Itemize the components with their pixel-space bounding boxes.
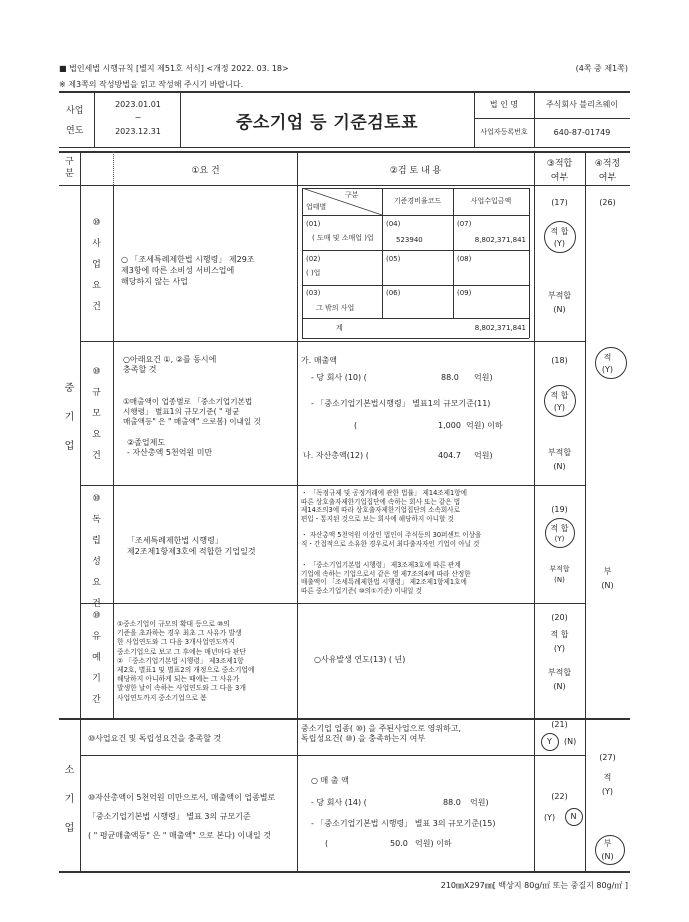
- form-regulation: ■ 법인세법 시행규칙 [별지 제51호 서식] <개정 2022. 03. 18>: [59, 64, 289, 73]
- reg-no: 640-87-01749: [553, 128, 611, 137]
- col-suit4-b: 여부: [598, 173, 617, 183]
- r103-c3-y: (Y): [554, 535, 565, 543]
- r101-label: ⑩사업요건: [92, 218, 101, 312]
- r103-review-1: ・ 「독점규제 및 공정거래에 관한 법률」 제14조제1항에 따른 상호출자제한기업집단에 속하는 회사 또는 같은 법 제14조의3에 따라 상호출자제한기업집단의 소속회사로 편입・통지된 것으로 보는 회사에 해당하지 아니할 것: [301, 489, 467, 524]
- r103-c3-no: (19): [551, 505, 568, 514]
- r103-review-3: ・ 「중소기업기본법 시행령」 제3조제3호에 따른 관계 기업에 속하는 기업으로서 같은 영 제7조의4에 따라 산정한 매출액이 「조세특례제한법 시행령」 제2조제1항제1호에 따른 중소기업기준( ⑩의①기준) 이내일 것: [301, 561, 471, 596]
- r105-c3-no: (21): [551, 720, 568, 729]
- r102-c3-n: (N): [553, 462, 566, 471]
- r102-review-b-unit: 억원): [474, 451, 493, 460]
- col-suit3-b: 여부: [550, 173, 569, 183]
- r101-c3-y: (Y): [553, 239, 566, 248]
- r102-review-b-val: 404.7: [438, 451, 461, 460]
- r104-c3-no: (20): [551, 613, 568, 622]
- r101-total-label: 계: [336, 324, 343, 332]
- r104-label: ⑩유예기간: [92, 611, 101, 705]
- r105-c4-no: (27): [599, 753, 616, 762]
- r106-c4-n: (N): [601, 852, 614, 861]
- r101-row2-code-no: (05): [386, 255, 401, 263]
- r101-row2-no: (02): [306, 255, 321, 263]
- col-suit3-a: ③적합: [546, 159, 573, 169]
- r101-col-code: 기준경비율코드: [393, 197, 442, 205]
- r103-label: ⑩독립성요건: [92, 494, 101, 609]
- r101-c3-n: (N): [553, 305, 566, 314]
- col-requirement: ①요 건: [191, 166, 220, 176]
- r102-review-b: 나. 자산총액(12) (: [303, 451, 369, 460]
- r101-row1-no: (01): [306, 220, 321, 228]
- r106-c3-no: (22): [551, 792, 568, 801]
- r102-c3-no: (18): [551, 356, 568, 365]
- r102-req-3: ②졸업제도 - 자산총액 5천억원 미만: [127, 438, 213, 457]
- start-date: 2023.01.01: [115, 100, 161, 109]
- r101-row3-name: 그 밖의 사업: [316, 304, 355, 312]
- r102-c3-fit: 적 합: [550, 391, 569, 400]
- r101-row1-rev-no: (07): [457, 220, 472, 228]
- r106-review-2-val: 88.0: [443, 798, 461, 807]
- r106-review-4-unit: 억원) 이하: [415, 839, 452, 848]
- r106-review-1: ○ 매 출 액: [311, 776, 349, 785]
- r104-requirement: ①중소기업이 규모의 확대 등으로 ⑩의 기준을 초과하는 경우 최초 그 사유가 발생 한 사업연도와 그 다음 3개사업연도까지 중소기업으로 보고 그 후에는 매년마다 판단 ② 「중소기업기본법 시행령」 제3조제1항 제2호, 별표1 및 별표2의 개정으로 중소기업에 해당하지 아니하게 되는 때에는 그 사유가 발생한 날이 속하는 사업연도와 그 다음 3개 사업연도까지 중소기업으로 봄: [117, 620, 255, 702]
- r105-requirement: ⑩사업요건 및 독립성요건을 충족할 것: [88, 734, 222, 743]
- r103-c4-n: (N): [601, 581, 614, 590]
- r101-row3-rev-no: (09): [457, 289, 472, 297]
- r101-total: 8,802,371,841: [474, 324, 526, 332]
- r106-requirement-2: 「중소기업기본법 시행령」 별표 3의 규모기준: [88, 812, 251, 821]
- section-small: 소기업: [64, 765, 75, 834]
- r101-row2-rev-no: (08): [457, 255, 472, 263]
- r103-c4-unfit: 부: [603, 567, 612, 576]
- r101-row3-code-no: (06): [386, 289, 401, 297]
- r106-requirement-1: ⑩자산총액이 5천억원 미만으로서, 매출액이 업종별로: [88, 793, 276, 802]
- col-suit4-a: ④적정: [594, 159, 621, 169]
- r101-row1-code: 523940: [396, 236, 423, 244]
- paper-spec: 210㎜X297㎜[ 백상지 80g/㎡ 또는 중질지 80g/㎡ ]: [440, 881, 628, 890]
- r101-row3-no: (03): [306, 289, 321, 297]
- r103-requirement: 「조세특례제한법 시행령」 제2조제1항제3호에 적합한 기업일것: [127, 536, 256, 556]
- r106-review-4-val: 50.0: [390, 839, 408, 848]
- r104-c3-fit: 적 합: [550, 630, 569, 639]
- r101-c4-no: (26): [599, 198, 616, 207]
- r102-review-a2-open: (: [354, 421, 358, 430]
- r101-row1-rev: 8,802,371,841: [474, 236, 526, 244]
- r102-review-a1: - 당 회사 (10) (: [311, 373, 367, 382]
- r106-c3-y: (Y): [544, 813, 556, 822]
- r106-review-2: - 당 회사 (14) (: [311, 798, 367, 807]
- r102-review-a2-val: 1,000: [438, 421, 461, 430]
- r101-c3-no: (17): [551, 198, 568, 207]
- r102-review-a: 가. 매출액: [301, 356, 337, 365]
- date-tilde: ~: [134, 113, 142, 122]
- r106-c4-unfit: 부: [603, 839, 612, 848]
- page-title: 중소기업 등 기준검토표: [235, 113, 419, 133]
- r101-table-head2: 업태별: [306, 203, 327, 211]
- page-info: (4쪽 중 제1쪽): [575, 64, 628, 73]
- col-review: ②검 토 내 용: [389, 166, 442, 176]
- r106-review-2-unit: 억원): [470, 798, 489, 807]
- r102-c4-y: (Y): [601, 365, 614, 374]
- corp-name-label: 법 인 명: [489, 100, 519, 109]
- r106-requirement-3: ( " 평균매출액등" 은 " 매출액" 으로 본다) 이내일 것: [88, 831, 271, 840]
- r105-review: 중소기업 업종( ⑩) 을 주된사업으로 영위하고, 독립성요건( ⑩) 을 충족하는지 여부: [301, 724, 462, 743]
- r102-c3-unfit: 부적합: [547, 448, 572, 457]
- r104-c3-unfit: 부적합: [547, 668, 572, 677]
- r106-review-4-open: (: [325, 839, 329, 848]
- r101-row2-name: ( )업: [306, 269, 321, 277]
- r102-c4-fit: 적: [603, 353, 612, 362]
- form-notice: ※ 제3쪽의 작성방법을 읽고 작성해 주시기 바랍니다.: [59, 80, 244, 89]
- year-label-1: 사업: [66, 106, 84, 116]
- r103-c3-n: (N): [554, 576, 565, 584]
- r105-c3-n: (N): [564, 737, 577, 746]
- r101-c3-unfit: 부적합: [547, 291, 572, 300]
- r103-c3-fit: 적 합: [550, 524, 569, 533]
- end-date: 2023.12.31: [115, 127, 161, 136]
- section-sme: 중기업: [64, 383, 75, 452]
- r102-req-2: ①매출액이 업종별로 「중소기업기본법 시행령」 별표1의 규모기준( " 평균 매출액등" 은 " 매출액" 으로봄) 이내일 것: [123, 397, 261, 426]
- r102-review-a2: - 「중소기업기본법시행령」 별표1의 규모기준(11): [311, 399, 491, 408]
- r104-c3-n: (N): [553, 682, 566, 691]
- r105-c4-y: (Y): [601, 787, 614, 796]
- r102-review-a2-unit: 억원) 이하: [466, 421, 503, 430]
- r101-requirement: ○ 「조세특례제한법 시행령」 제29조 제3항에 따른 소비성 서비스업에 해당하지 않는 사업: [121, 255, 255, 286]
- r105-c3-y: Y: [547, 737, 552, 746]
- r102-review-a1-val: 88.0: [441, 373, 459, 382]
- reg-no-label: 사업자등록번호: [480, 128, 528, 136]
- r102-req-1: ○아래요건 ①, ②를 동시에 충족할 것: [123, 355, 217, 374]
- r103-c3-unfit: 부적합: [549, 565, 570, 573]
- r101-c3-fit: 적 합: [550, 227, 569, 236]
- r102-review-a1-unit: 억원): [474, 373, 493, 382]
- r103-review-2: ・ 자산총액 5천억원 이상인 법인이 주식등의 30퍼센트 이상을 직・간접적으로 소유한 경우로서 최다출자자인 기업이 아닐 것: [301, 531, 482, 548]
- year-label-2: 연도: [66, 126, 84, 136]
- r104-c3-y: (Y): [553, 644, 566, 653]
- r102-c3-y: (Y): [553, 403, 566, 412]
- r104-review: ○사유발생 연도(13) ( 년): [314, 655, 406, 664]
- r101-table-head: 구분: [345, 191, 359, 199]
- r106-c3-n: N: [570, 812, 577, 821]
- r106-review-3: - 「중소기업기본법 시행령」 별표 3의 규모기준(15): [311, 819, 496, 828]
- corp-name: 주식회사 블리츠웨이: [545, 100, 619, 109]
- col-category: 구분: [65, 157, 74, 179]
- r101-row1-name: ( 도매 및 소매업 )업: [312, 234, 374, 242]
- r101-col-revenue: 사업수입금액: [470, 197, 512, 205]
- r102-label: ⑩규모요건: [92, 367, 101, 461]
- r101-row1-code-no: (04): [386, 220, 401, 228]
- r105-c4-fit: 적: [603, 773, 612, 782]
